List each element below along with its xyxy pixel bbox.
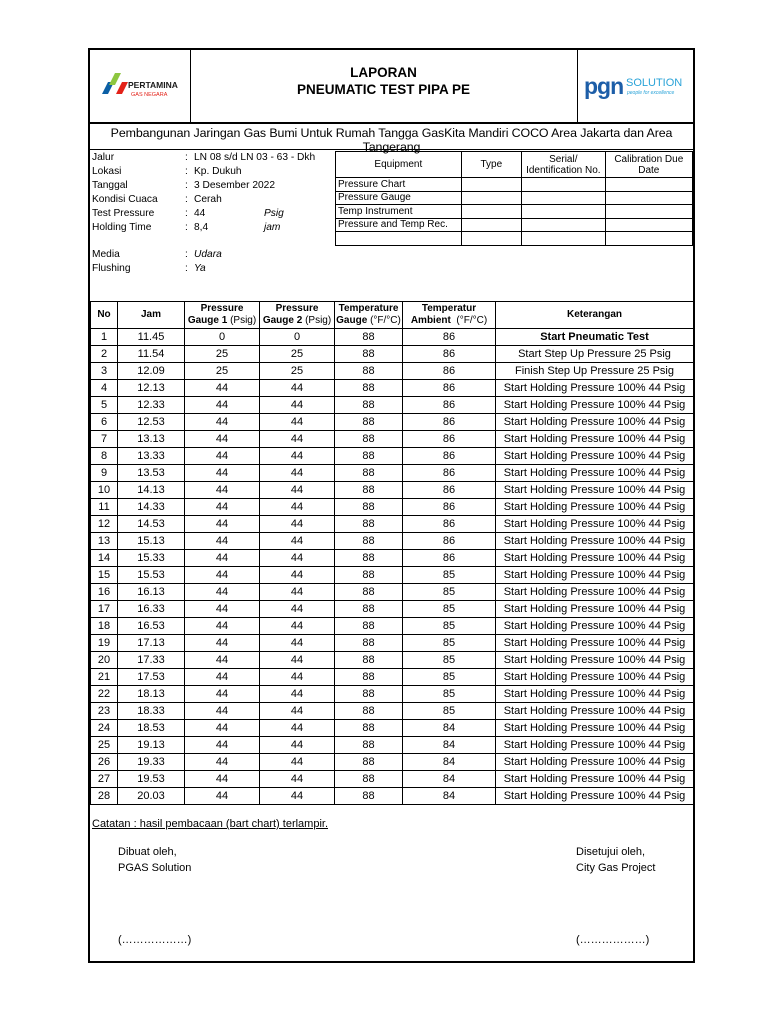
row-jam: 13.13: [118, 431, 185, 448]
ambient-temperature-header: Temperatur Ambient (°F/°C): [403, 302, 496, 329]
row-ambient: 85: [403, 669, 496, 686]
table-row: [91, 686, 694, 703]
row-keterangan: Start Holding Pressure 100% 44 Psig: [496, 720, 694, 737]
row-keterangan: Start Holding Pressure 100% 44 Psig: [496, 465, 694, 482]
row-keterangan: Start Step Up Pressure 25 Psig: [496, 346, 694, 363]
row-temperature: 88: [335, 686, 403, 703]
row-no: 27: [91, 771, 118, 788]
row-keterangan: Start Holding Pressure 100% 44 Psig: [496, 754, 694, 771]
row-temperature: 88: [335, 380, 403, 397]
row-temperature: 88: [335, 431, 403, 448]
row-temperature: 88: [335, 397, 403, 414]
row-no: 5: [91, 397, 118, 414]
row-pressure-gauge-1: 44: [185, 635, 260, 652]
row-no: 4: [91, 380, 118, 397]
row-temperature: 88: [335, 533, 403, 550]
info-block-2: Media : Udara Flushing : Ya: [92, 249, 222, 274]
row-jam: 13.33: [118, 448, 185, 465]
row-jam: 12.33: [118, 397, 185, 414]
row-jam: 16.33: [118, 601, 185, 618]
table-row: [91, 431, 694, 448]
row-ambient: 86: [403, 346, 496, 363]
row-temperature: 88: [335, 652, 403, 669]
row-keterangan: Start Holding Pressure 100% 44 Psig: [496, 397, 694, 414]
row-ambient: 84: [403, 754, 496, 771]
table-row: [91, 669, 694, 686]
row-no: 26: [91, 754, 118, 771]
row-no: 17: [91, 601, 118, 618]
row-ambient: 85: [403, 601, 496, 618]
row-jam: 12.09: [118, 363, 185, 380]
equipment-header-row: [336, 152, 693, 178]
row-keterangan: Start Holding Pressure 100% 44 Psig: [496, 601, 694, 618]
row-no: 9: [91, 465, 118, 482]
row-pressure-gauge-2: 44: [260, 584, 335, 601]
row-pressure-gauge-2: 44: [260, 737, 335, 754]
row-no: 6: [91, 414, 118, 431]
equipment-row: Pressure and Temp Rec.: [336, 218, 693, 232]
equipment-row: Temp Instrument: [336, 205, 693, 219]
note: Catatan : hasil pembacaan (bart chart) terlampir.: [92, 818, 329, 830]
row-temperature: 88: [335, 703, 403, 720]
row-jam: 11.54: [118, 346, 185, 363]
row-no: 13: [91, 533, 118, 550]
row-pressure-gauge-2: 44: [260, 397, 335, 414]
equipment-row: Pressure Chart: [336, 178, 693, 192]
report-sheet: [88, 48, 695, 963]
equipment-table: [335, 151, 693, 246]
row-jam: 15.13: [118, 533, 185, 550]
row-no: 22: [91, 686, 118, 703]
signature-right-line1: Disetujui oleh,: [576, 846, 646, 858]
row-no: 10: [91, 482, 118, 499]
row-ambient: 85: [403, 652, 496, 669]
row-pressure-gauge-2: 44: [260, 788, 335, 805]
table-row: [91, 516, 694, 533]
row-ambient: 86: [403, 414, 496, 431]
row-pressure-gauge-2: 44: [260, 550, 335, 567]
table-row: [91, 754, 694, 771]
row-temperature: 88: [335, 465, 403, 482]
row-no: 11: [91, 499, 118, 516]
row-ambient: 86: [403, 329, 496, 346]
row-jam: 14.13: [118, 482, 185, 499]
row-keterangan: Start Holding Pressure 100% 44 Psig: [496, 771, 694, 788]
table-row: [91, 397, 694, 414]
signature-right-line2: City Gas Project: [576, 862, 656, 874]
table-row: [91, 380, 694, 397]
row-jam: 19.13: [118, 737, 185, 754]
row-pressure-gauge-2: 44: [260, 533, 335, 550]
row-ambient: 84: [403, 737, 496, 754]
svg-text:people for excellence: people for excellence: [627, 90, 675, 96]
row-temperature: 88: [335, 720, 403, 737]
row-pressure-gauge-1: 44: [185, 652, 260, 669]
log-header-row: [91, 302, 694, 329]
row-keterangan: Start Holding Pressure 100% 44 Psig: [496, 584, 694, 601]
signature-left: [118, 844, 191, 876]
row-no: 20: [91, 652, 118, 669]
pertamina-logo: [90, 50, 191, 122]
row-keterangan: Start Holding Pressure 100% 44 Psig: [496, 703, 694, 720]
row-pressure-gauge-1: 44: [185, 669, 260, 686]
row-pressure-gauge-2: 44: [260, 448, 335, 465]
row-ambient: 86: [403, 516, 496, 533]
row-temperature: 88: [335, 329, 403, 346]
table-row: [91, 703, 694, 720]
row-ambient: 86: [403, 363, 496, 380]
row-keterangan: Start Holding Pressure 100% 44 Psig: [496, 686, 694, 703]
row-keterangan: Start Holding Pressure 100% 44 Psig: [496, 652, 694, 669]
row-keterangan: Start Holding Pressure 100% 44 Psig: [496, 448, 694, 465]
row-no: 14: [91, 550, 118, 567]
row-ambient: 84: [403, 771, 496, 788]
row-no: 24: [91, 720, 118, 737]
title-line-2: PNEUMATIC TEST PIPA PE: [296, 82, 470, 97]
row-jam: 12.13: [118, 380, 185, 397]
row-pressure-gauge-2: 44: [260, 516, 335, 533]
row-ambient: 85: [403, 686, 496, 703]
row-keterangan: Start Holding Pressure 100% 44 Psig: [496, 482, 694, 499]
row-pressure-gauge-2: 44: [260, 686, 335, 703]
row-pressure-gauge-2: 25: [260, 363, 335, 380]
row-pressure-gauge-1: 25: [185, 346, 260, 363]
row-temperature: 88: [335, 737, 403, 754]
signature-right: [576, 844, 655, 876]
pressure-gauge-2-header: Pressure Gauge 2 (Psig): [260, 302, 335, 329]
table-row: [91, 448, 694, 465]
row-no: 19: [91, 635, 118, 652]
row-ambient: 86: [403, 448, 496, 465]
row-pressure-gauge-1: 44: [185, 584, 260, 601]
row-temperature: 88: [335, 601, 403, 618]
table-row: [91, 465, 694, 482]
row-jam: 15.33: [118, 550, 185, 567]
row-jam: 20.03: [118, 788, 185, 805]
row-jam: 17.13: [118, 635, 185, 652]
row-pressure-gauge-1: 44: [185, 533, 260, 550]
pgn-logo-icon: [578, 50, 694, 122]
calibration-header: Calibration Due Date: [605, 152, 692, 178]
row-pressure-gauge-2: 44: [260, 703, 335, 720]
signature-left-blank: (………………): [118, 934, 192, 946]
row-pressure-gauge-1: 44: [185, 550, 260, 567]
row-temperature: 88: [335, 363, 403, 380]
row-ambient: 84: [403, 720, 496, 737]
temperature-gauge-header: Temperature Gauge (°F/°C): [335, 302, 403, 329]
row-pressure-gauge-2: 44: [260, 652, 335, 669]
row-pressure-gauge-1: 44: [185, 448, 260, 465]
row-pressure-gauge-1: 44: [185, 601, 260, 618]
serial-header: Serial/ Identification No.: [522, 152, 606, 178]
row-jam: 17.33: [118, 652, 185, 669]
row-pressure-gauge-2: 44: [260, 601, 335, 618]
row-pressure-gauge-1: 25: [185, 363, 260, 380]
row-pressure-gauge-2: 44: [260, 635, 335, 652]
row-no: 7: [91, 431, 118, 448]
row-jam: 19.33: [118, 754, 185, 771]
equipment-row: [336, 232, 693, 246]
row-pressure-gauge-1: 44: [185, 465, 260, 482]
svg-text:GAS NEGARA: GAS NEGARA: [131, 92, 168, 98]
row-jam: 11.45: [118, 329, 185, 346]
row-pressure-gauge-2: 44: [260, 380, 335, 397]
table-row: [91, 363, 694, 380]
row-pressure-gauge-1: 44: [185, 482, 260, 499]
row-pressure-gauge-1: 44: [185, 720, 260, 737]
row-jam: 12.53: [118, 414, 185, 431]
row-temperature: 88: [335, 754, 403, 771]
row-pressure-gauge-2: 0: [260, 329, 335, 346]
row-ambient: 85: [403, 635, 496, 652]
row-jam: 19.53: [118, 771, 185, 788]
table-row: [91, 788, 694, 805]
row-temperature: 88: [335, 584, 403, 601]
row-temperature: 88: [335, 516, 403, 533]
row-keterangan: Start Holding Pressure 100% 44 Psig: [496, 669, 694, 686]
row-jam: 17.53: [118, 669, 185, 686]
row-pressure-gauge-1: 44: [185, 703, 260, 720]
keterangan-header: Keterangan: [496, 302, 694, 329]
row-ambient: 86: [403, 397, 496, 414]
row-temperature: 88: [335, 346, 403, 363]
row-jam: 15.53: [118, 567, 185, 584]
table-row: [91, 533, 694, 550]
row-temperature: 88: [335, 448, 403, 465]
row-jam: 14.33: [118, 499, 185, 516]
row-jam: 16.13: [118, 584, 185, 601]
row-ambient: 85: [403, 584, 496, 601]
row-keterangan: Start Holding Pressure 100% 44 Psig: [496, 380, 694, 397]
table-row: [91, 635, 694, 652]
table-row: [91, 346, 694, 363]
row-pressure-gauge-2: 44: [260, 499, 335, 516]
row-pressure-gauge-2: 44: [260, 482, 335, 499]
table-row: [91, 652, 694, 669]
row-no: 15: [91, 567, 118, 584]
row-keterangan: Start Holding Pressure 100% 44 Psig: [496, 788, 694, 805]
row-pressure-gauge-1: 0: [185, 329, 260, 346]
row-pressure-gauge-1: 44: [185, 567, 260, 584]
row-ambient: 85: [403, 703, 496, 720]
row-pressure-gauge-2: 44: [260, 720, 335, 737]
row-ambient: 86: [403, 465, 496, 482]
jam-header: Jam: [118, 302, 185, 329]
row-pressure-gauge-2: 44: [260, 431, 335, 448]
signature-right-blank: (………………): [576, 934, 650, 946]
table-row: [91, 618, 694, 635]
title-line-1: LAPORAN: [350, 65, 417, 80]
table-row: [91, 414, 694, 431]
pressure-gauge-1-header: Pressure Gauge 1 (Psig): [185, 302, 260, 329]
row-keterangan: Start Holding Pressure 100% 44 Psig: [496, 533, 694, 550]
row-pressure-gauge-1: 44: [185, 618, 260, 635]
row-pressure-gauge-2: 44: [260, 771, 335, 788]
row-keterangan: Start Holding Pressure 100% 44 Psig: [496, 516, 694, 533]
row-no: 25: [91, 737, 118, 754]
row-keterangan: Start Holding Pressure 100% 44 Psig: [496, 414, 694, 431]
row-keterangan: Start Holding Pressure 100% 44 Psig: [496, 499, 694, 516]
svg-text:PERTAMINA: PERTAMINA: [128, 80, 178, 90]
row-pressure-gauge-2: 44: [260, 618, 335, 635]
table-row: [91, 771, 694, 788]
test-log-table: [90, 301, 694, 805]
row-temperature: 88: [335, 499, 403, 516]
svg-text:pgn: pgn: [584, 73, 624, 99]
row-temperature: 88: [335, 618, 403, 635]
row-jam: 18.53: [118, 720, 185, 737]
svg-text:SOLUTION: SOLUTION: [626, 77, 683, 89]
row-no: 28: [91, 788, 118, 805]
project-title: Pembangunan Jaringan Gas Bumi Untuk Rumah Tangga GasKita Mandiri COCO Area Jakarta dan Area Tangerang: [110, 126, 673, 154]
row-temperature: 88: [335, 482, 403, 499]
row-ambient: 85: [403, 567, 496, 584]
row-jam: 16.53: [118, 618, 185, 635]
table-row: [91, 737, 694, 754]
row-pressure-gauge-2: 44: [260, 414, 335, 431]
row-pressure-gauge-2: 44: [260, 465, 335, 482]
table-row: [91, 499, 694, 516]
pgn-solution-logo: [577, 50, 694, 122]
row-pressure-gauge-1: 44: [185, 737, 260, 754]
row-pressure-gauge-1: 44: [185, 771, 260, 788]
row-ambient: 84: [403, 788, 496, 805]
pertamina-logo-icon: [90, 50, 190, 122]
row-ambient: 86: [403, 499, 496, 516]
table-row: [91, 601, 694, 618]
row-keterangan: Start Pneumatic Test: [496, 329, 694, 346]
row-ambient: 86: [403, 380, 496, 397]
row-keterangan: Start Holding Pressure 100% 44 Psig: [496, 431, 694, 448]
row-keterangan: Start Holding Pressure 100% 44 Psig: [496, 618, 694, 635]
row-pressure-gauge-2: 44: [260, 567, 335, 584]
row-no: 18: [91, 618, 118, 635]
row-pressure-gauge-1: 44: [185, 431, 260, 448]
row-temperature: 88: [335, 550, 403, 567]
row-pressure-gauge-2: 44: [260, 669, 335, 686]
table-row: [91, 329, 694, 346]
equipment-header: Equipment: [336, 152, 462, 178]
row-jam: 13.53: [118, 465, 185, 482]
signature-left-line2: PGAS Solution: [118, 862, 192, 874]
row-pressure-gauge-1: 44: [185, 516, 260, 533]
table-row: [91, 584, 694, 601]
row-ambient: 86: [403, 431, 496, 448]
row-temperature: 88: [335, 771, 403, 788]
signature-left-line1: Dibuat oleh,: [118, 846, 177, 858]
equipment-row: Pressure Gauge: [336, 191, 693, 205]
row-no: 2: [91, 346, 118, 363]
row-pressure-gauge-1: 44: [185, 788, 260, 805]
row-no: 23: [91, 703, 118, 720]
table-row: [91, 482, 694, 499]
row-no: 1: [91, 329, 118, 346]
row-no: 3: [91, 363, 118, 380]
divider: [90, 149, 693, 150]
row-temperature: 88: [335, 669, 403, 686]
row-ambient: 86: [403, 533, 496, 550]
row-temperature: 88: [335, 788, 403, 805]
row-pressure-gauge-1: 44: [185, 414, 260, 431]
row-no: 16: [91, 584, 118, 601]
table-row: [91, 550, 694, 567]
row-no: 12: [91, 516, 118, 533]
row-keterangan: Finish Step Up Pressure 25 Psig: [496, 363, 694, 380]
row-keterangan: Start Holding Pressure 100% 44 Psig: [496, 737, 694, 754]
row-pressure-gauge-1: 44: [185, 397, 260, 414]
row-jam: 18.13: [118, 686, 185, 703]
row-pressure-gauge-1: 44: [185, 499, 260, 516]
row-temperature: 88: [335, 414, 403, 431]
row-pressure-gauge-1: 44: [185, 686, 260, 703]
row-ambient: 85: [403, 618, 496, 635]
table-row: [91, 720, 694, 737]
row-keterangan: Start Holding Pressure 100% 44 Psig: [496, 635, 694, 652]
row-pressure-gauge-2: 25: [260, 346, 335, 363]
report-title: [190, 64, 577, 98]
type-header: Type: [461, 152, 521, 178]
row-no: 8: [91, 448, 118, 465]
info-block: Jalur : LN 08 s/d LN 03 - 63 - Dkh Lokasi : Kp. Dukuh Tanggal : 3 Desember 2022 Kondisi Cuaca : Cerah Test Pressure : 44 Psig Holding Time : 8,4 jam: [92, 152, 316, 233]
row-jam: 14.53: [118, 516, 185, 533]
row-keterangan: Start Holding Pressure 100% 44 Psig: [496, 550, 694, 567]
report-header: [90, 50, 693, 124]
row-temperature: 88: [335, 567, 403, 584]
row-pressure-gauge-2: 44: [260, 754, 335, 771]
row-ambient: 86: [403, 550, 496, 567]
no-header: No: [91, 302, 118, 329]
table-row: [91, 567, 694, 584]
row-ambient: 86: [403, 482, 496, 499]
row-keterangan: Start Holding Pressure 100% 44 Psig: [496, 567, 694, 584]
row-jam: 18.33: [118, 703, 185, 720]
row-pressure-gauge-1: 44: [185, 380, 260, 397]
row-temperature: 88: [335, 635, 403, 652]
row-no: 21: [91, 669, 118, 686]
row-pressure-gauge-1: 44: [185, 754, 260, 771]
